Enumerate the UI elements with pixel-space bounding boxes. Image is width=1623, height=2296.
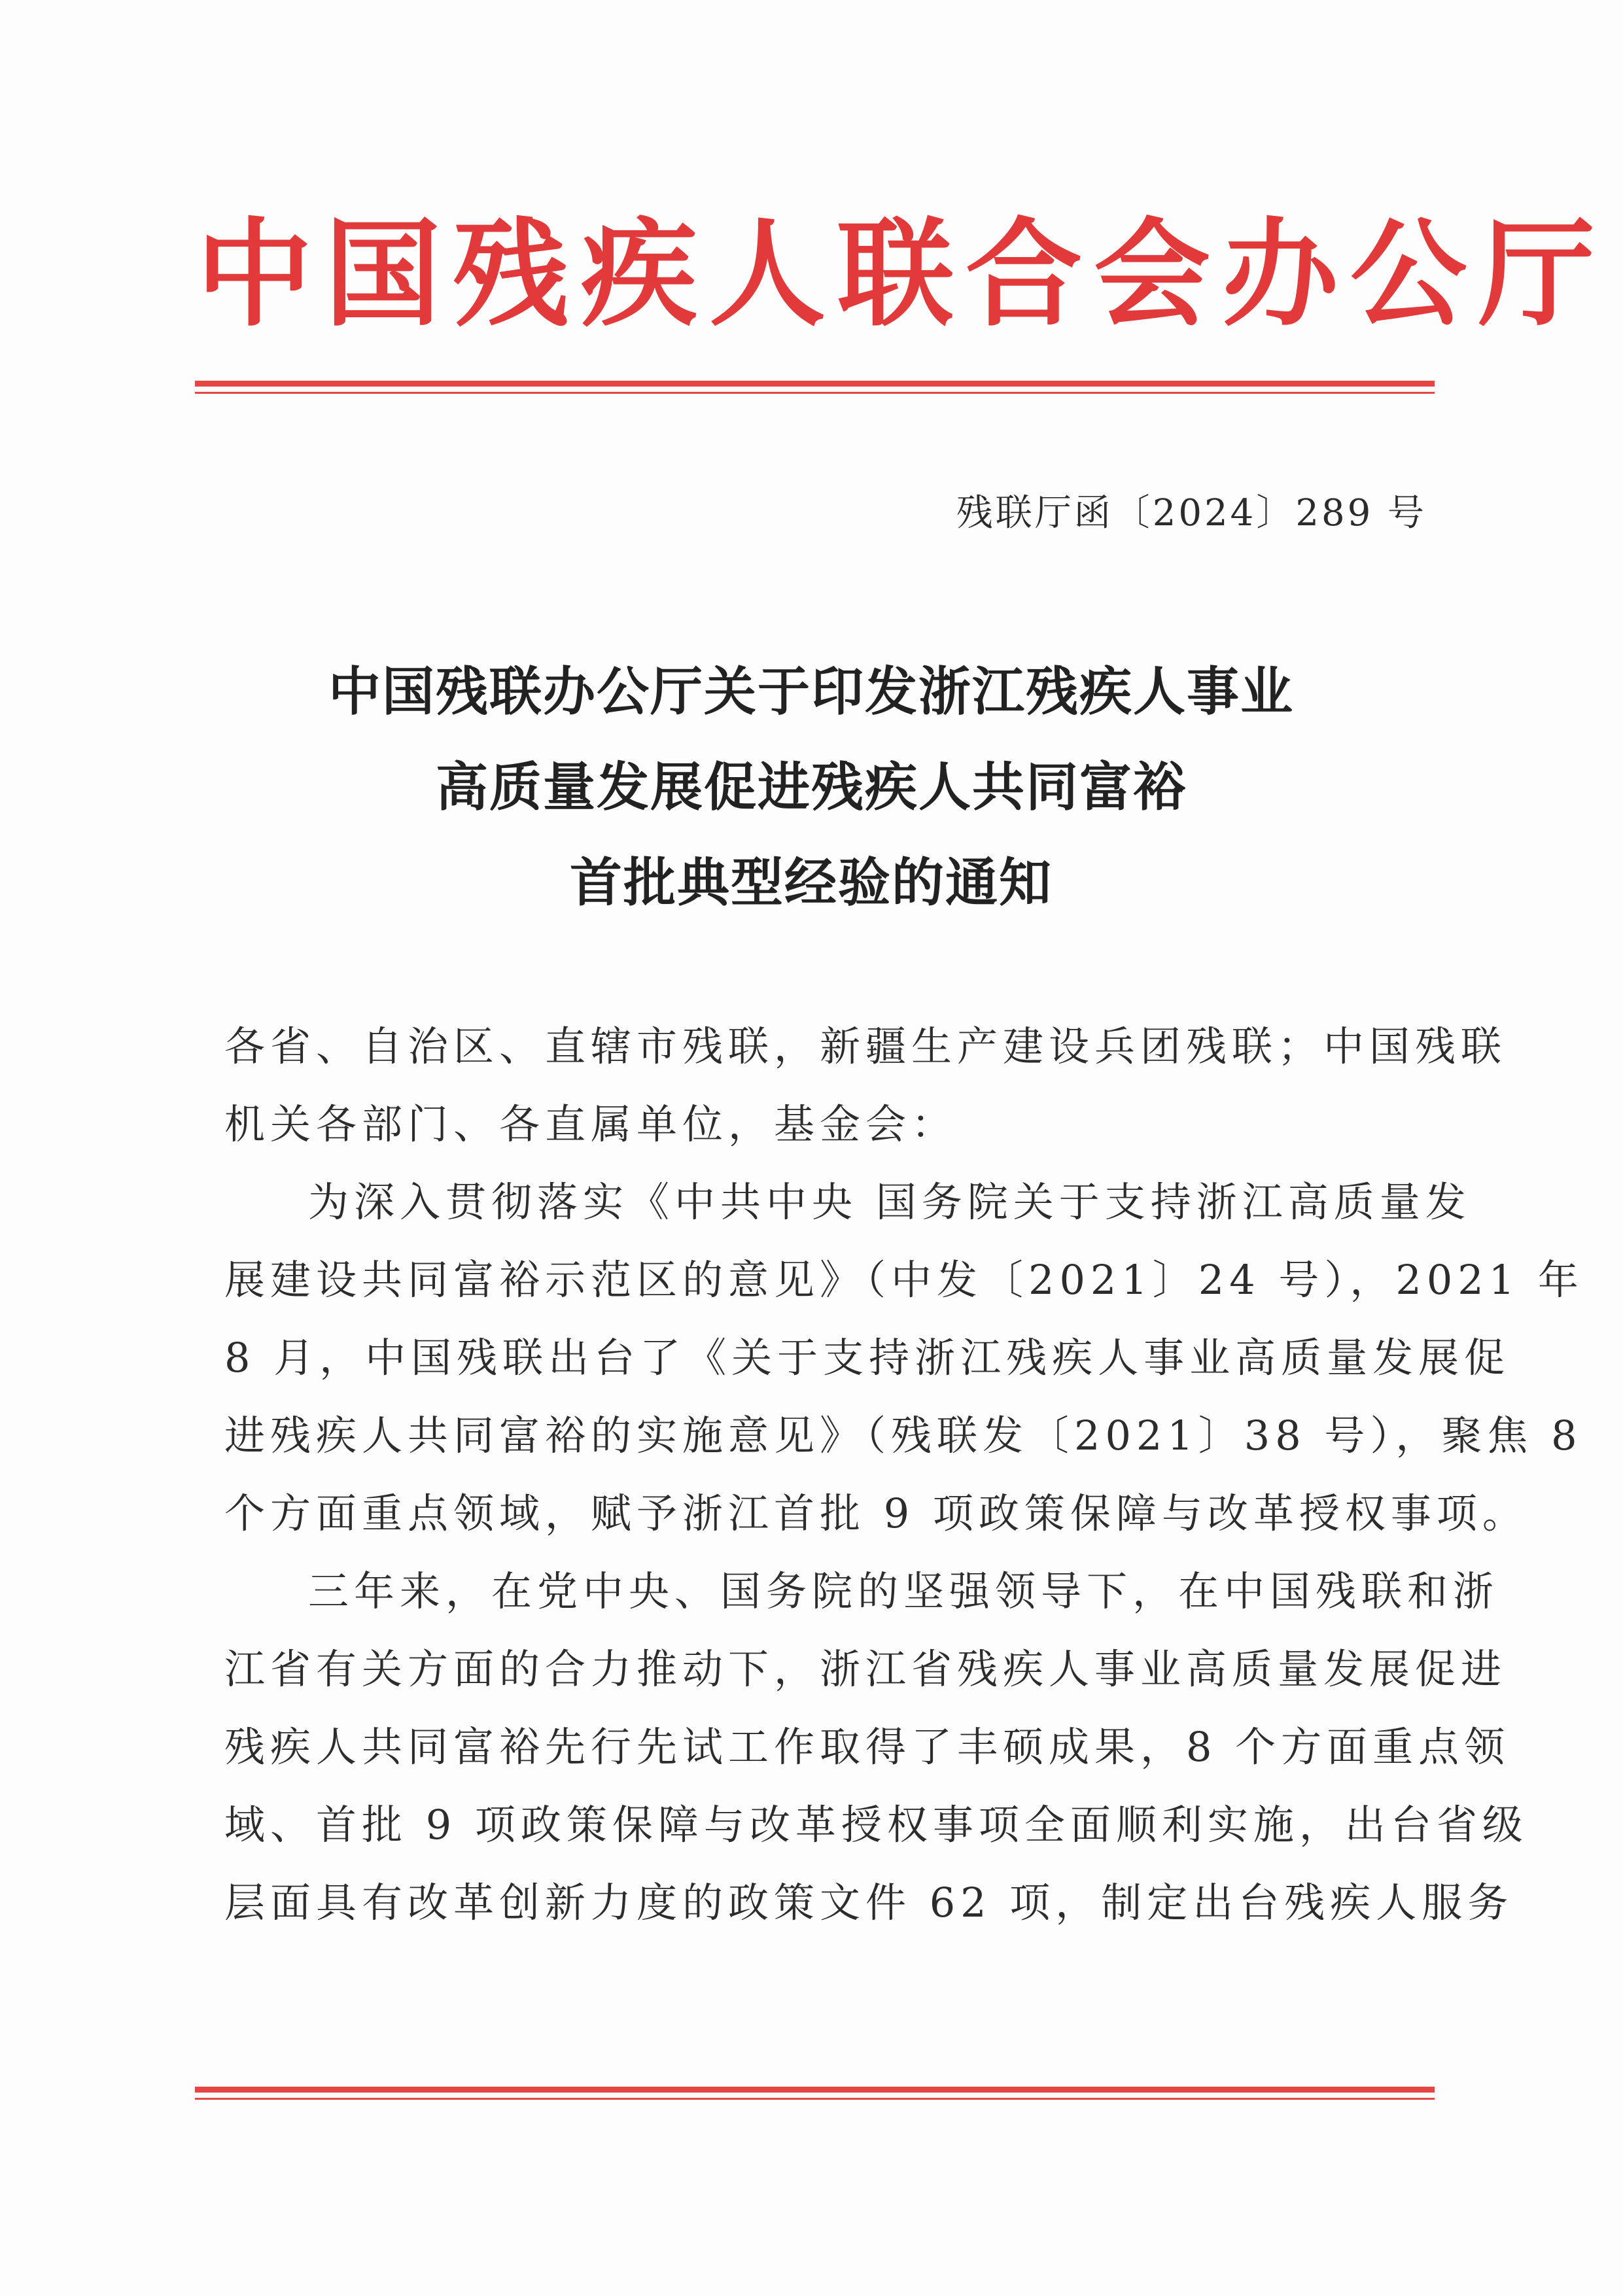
paragraph-line: 三年来，在党中央、国务院的坚强领导下，在中国残联和浙 (308, 1567, 1499, 1615)
paragraph-line: 江省有关方面的合力推动下，浙江省残疾人事业高质量发展促进 (224, 1645, 1507, 1693)
title-line: 中国残联办公厅关于印发浙江残疾人事业 (328, 661, 1294, 722)
paragraph-line: 为深入贯彻落实《中共中央 国务院关于支持浙江高质量发 (308, 1178, 1471, 1226)
paragraph-line: 进残疾人共同富裕的实施意见》（残联发〔2021〕38 号），聚焦 8 (224, 1412, 1582, 1459)
letterhead-title: 中国残疾人联合会办公厅 (196, 207, 1607, 342)
addressee-line: 机关各部门、各直属单位，基金会： (224, 1100, 958, 1148)
document-title (196, 644, 1426, 931)
footer-divider (195, 2087, 1435, 2100)
paragraph-line: 层面具有改革创新力度的政策文件 62 项，制定出台残疾人服务 (224, 1879, 1514, 1926)
paragraph-line: 8 月，中国残联出台了《关于支持浙江残疾人事业高质量发展促 (224, 1334, 1510, 1382)
document-number: 残联厅函〔2024〕289 号 (956, 492, 1427, 534)
addressee-line: 各省、自治区、直辖市残联，新疆生产建设兵团残联；中国残联 (224, 1022, 1507, 1070)
paragraph-line: 展建设共同富裕示范区的意见》（中发〔2021〕24 号），2021 年 (224, 1256, 1584, 1304)
divider-thin-line (195, 392, 1435, 394)
letterhead-divider (195, 381, 1435, 394)
paragraph-line: 域、首批 9 项政策保障与改革授权事项全面顺利实施，出台省级 (224, 1801, 1528, 1849)
title-line: 首批典型经验的通知 (570, 852, 1053, 913)
paragraph-line: 残疾人共同富裕先行先试工作取得了丰硕成果，8 个方面重点领 (224, 1723, 1510, 1771)
divider-thick-line (195, 2087, 1435, 2093)
divider-thin-line (195, 2098, 1435, 2100)
paragraph-line: 个方面重点领域，赋予浙江首批 9 项政策保障与改革授权事项。 (224, 1489, 1528, 1537)
document-body (224, 1007, 1584, 1941)
title-line: 高质量发展促进残疾人共同富裕 (436, 757, 1187, 818)
divider-thick-line (195, 381, 1435, 387)
